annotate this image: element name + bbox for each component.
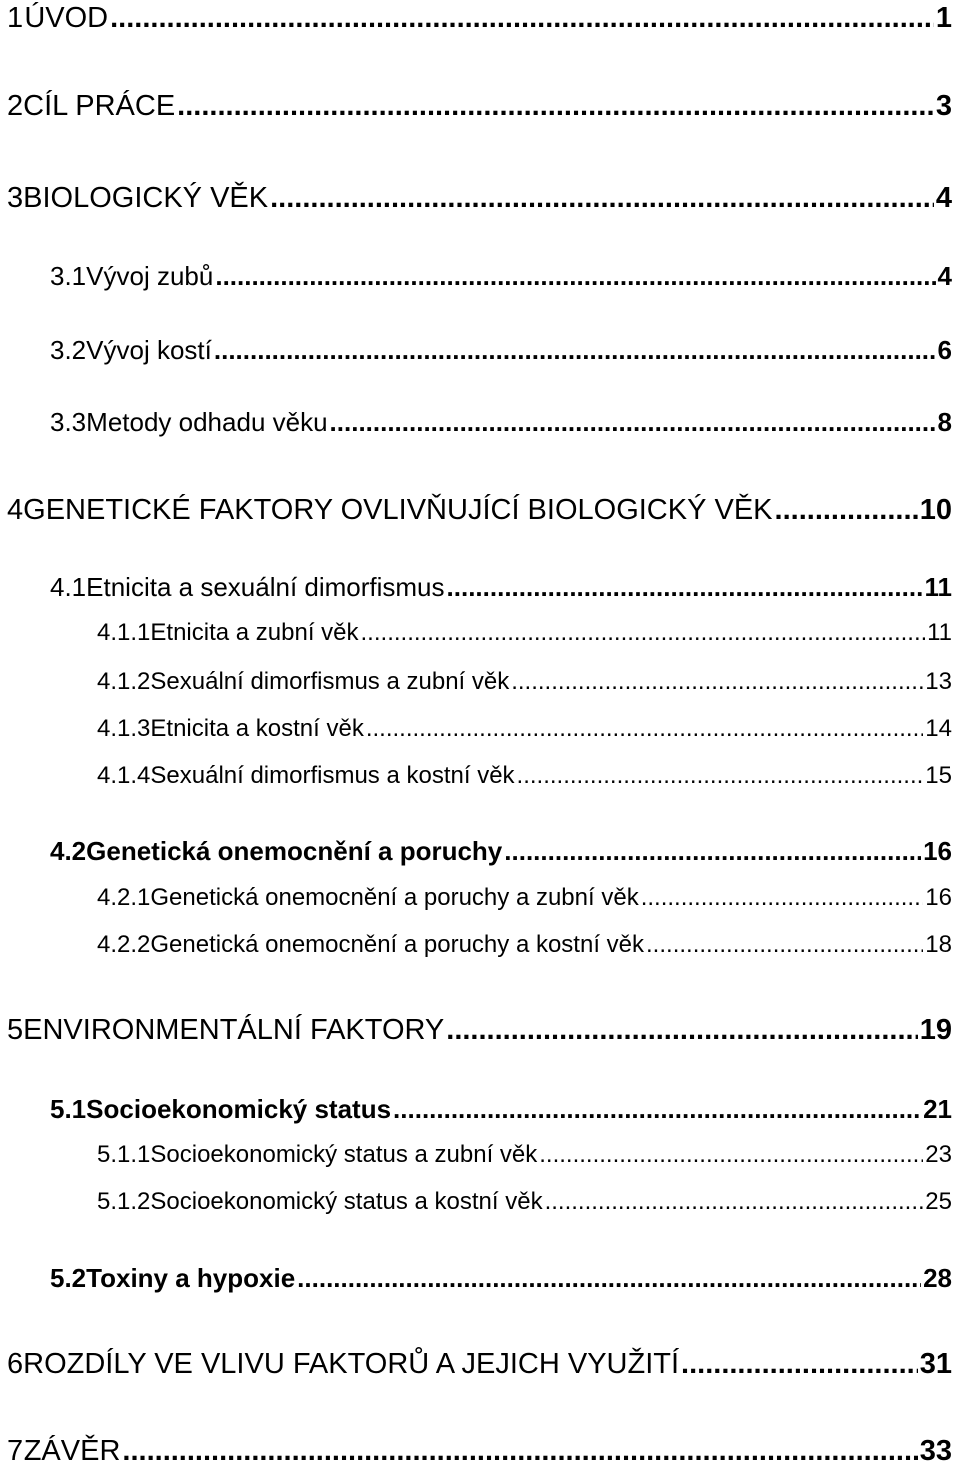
toc-number: 2 (7, 90, 24, 122)
toc-page: 16 (923, 836, 952, 866)
toc-title: ROZDÍLY VE VLIVU FAKTORŮ A JEJICH VYUŽITÍ (23, 1348, 680, 1380)
toc-number: 4.2 (50, 836, 87, 866)
toc-page: 33 (919, 1435, 952, 1467)
toc-title: Metody odhadu věku (86, 407, 328, 437)
toc-page: 4 (937, 261, 952, 291)
toc-page: 3 (935, 90, 952, 122)
toc-number: 5 (7, 1014, 24, 1046)
toc-leader (330, 409, 936, 435)
toc-leader (681, 1350, 918, 1379)
toc-entry-cil-prace[interactable] (7, 92, 952, 121)
toc-page: 19 (919, 1014, 952, 1046)
toc-page: 21 (923, 1094, 952, 1124)
toc-entry-onemocneni-zubni[interactable] (97, 886, 952, 910)
toc-title: Sexuální dimorfismus a kostní věk (150, 762, 515, 789)
toc-number: 3.3 (50, 407, 87, 437)
toc-page: 8 (937, 407, 952, 437)
toc-leader (545, 1190, 924, 1214)
toc-number: 3 (7, 182, 24, 214)
toc-title: Genetická onemocnění a poruchy a kostní věk (150, 931, 645, 958)
toc-leader (214, 337, 936, 363)
toc-title: BIOLOGICKÝ VĚK (23, 182, 269, 214)
toc-leader (447, 574, 923, 600)
toc-page: 18 (925, 931, 952, 958)
toc-page: 23 (925, 1141, 952, 1168)
toc-page: 11 (924, 572, 952, 602)
toc-entry-etnicita-dimorfismus[interactable] (50, 574, 952, 600)
toc-number: 1 (7, 2, 24, 34)
toc-leader (361, 621, 926, 645)
toc-title: Socioekonomický status (86, 1094, 392, 1124)
toc-number: 4.2.1 (97, 884, 151, 911)
toc-title: ZÁVĚR (23, 1435, 121, 1467)
toc-leader (641, 886, 924, 910)
toc-title: Etnicita a sexuální dimorfismus (86, 572, 445, 602)
toc-title: Genetická onemocnění a poruchy (86, 836, 503, 866)
toc-leader (177, 92, 934, 121)
toc-number: 5.2 (50, 1263, 87, 1293)
toc-entry-metody-odhadu[interactable] (50, 409, 952, 435)
toc-entry-zaver[interactable] (7, 1437, 952, 1466)
toc-leader (393, 1096, 921, 1122)
toc-title: ÚVOD (24, 2, 109, 34)
toc-page: 6 (937, 335, 952, 365)
toc-title: Socioekonomický status a zubní věk (150, 1141, 538, 1168)
toc-title: Vývoj kostí (86, 335, 212, 365)
toc-number: 4.1.4 (97, 762, 151, 789)
toc-entry-geneticka-onemocneni[interactable] (50, 838, 952, 864)
toc-leader (366, 717, 923, 741)
toc-number: 6 (7, 1348, 24, 1380)
toc-leader (775, 496, 918, 525)
toc-page: 13 (925, 668, 952, 695)
toc-entry-environmentalni-faktory[interactable] (7, 1016, 952, 1045)
toc-leader (446, 1016, 917, 1045)
toc-entry-onemocneni-kostni[interactable] (97, 933, 952, 957)
toc-entry-vyvoj-zubu[interactable] (50, 263, 952, 289)
toc-page: 10 (919, 494, 952, 526)
toc-leader (297, 1265, 921, 1291)
toc-title: Socioekonomický status a kostní věk (150, 1188, 543, 1215)
toc-page: 28 (923, 1263, 952, 1293)
toc-entry-geneticke-faktory[interactable] (7, 496, 952, 525)
toc-page: 16 (925, 884, 952, 911)
toc-leader (504, 838, 921, 864)
toc-entry-dimorfismus-zubni[interactable] (97, 670, 952, 694)
toc-title: GENETICKÉ FAKTORY OVLIVŇUJÍCÍ BIOLOGICKÝ VĚK (23, 494, 773, 526)
toc-title: CÍL PRÁCE (23, 90, 176, 122)
toc-title: Sexuální dimorfismus a zubní věk (150, 668, 510, 695)
toc-title: Etnicita a kostní věk (150, 715, 364, 742)
toc-entry-uvod[interactable] (7, 4, 952, 33)
toc-title: Vývoj zubů (86, 261, 214, 291)
toc-page: 14 (925, 715, 952, 742)
toc-entry-socio-zubni[interactable] (97, 1143, 952, 1167)
toc-page: 31 (919, 1348, 952, 1380)
toc-number: 4.1.1 (97, 619, 151, 646)
toc-leader (270, 184, 934, 213)
toc-title: Genetická onemocnění a poruchy a zubní věk (150, 884, 639, 911)
toc-number: 7 (7, 1435, 24, 1467)
toc-entry-toxiny-hypoxie[interactable] (50, 1265, 952, 1291)
toc-entry-rozdily[interactable] (7, 1350, 952, 1379)
toc-number: 3.2 (50, 335, 87, 365)
toc-entry-etnicita-kostni[interactable] (97, 717, 952, 741)
toc-leader (122, 1437, 917, 1466)
toc-entry-biologicky-vek[interactable] (7, 184, 952, 213)
toc-page: 15 (925, 762, 952, 789)
toc-entry-dimorfismus-kostni[interactable] (97, 764, 952, 788)
toc-entry-socio-kostni[interactable] (97, 1190, 952, 1214)
toc-page: 11 (927, 619, 952, 646)
toc-number: 5.1 (50, 1094, 87, 1124)
toc-leader (539, 1143, 923, 1167)
toc-number: 4.1.3 (97, 715, 151, 742)
toc-page: 25 (925, 1188, 952, 1215)
toc-number: 4.1.2 (97, 668, 151, 695)
toc-title: Toxiny a hypoxie (86, 1263, 296, 1293)
toc-title: ENVIRONMENTÁLNÍ FAKTORY (23, 1014, 445, 1046)
toc-number: 4 (7, 494, 24, 526)
toc-entry-vyvoj-kosti[interactable] (50, 337, 952, 363)
toc-number: 4.2.2 (97, 931, 151, 958)
toc-leader (511, 670, 923, 694)
toc-leader (215, 263, 935, 289)
toc-entry-etnicita-zubni[interactable] (97, 621, 952, 645)
toc-number: 4.1 (50, 572, 87, 602)
toc-leader (646, 933, 923, 957)
toc-number: 5.1.2 (97, 1188, 151, 1215)
toc-leader (517, 764, 924, 788)
toc-number: 3.1 (50, 261, 87, 291)
toc-leader (110, 4, 934, 33)
toc-number: 5.1.1 (97, 1141, 151, 1168)
toc-page: 1 (935, 2, 952, 34)
toc-entry-socioekonomicky-status[interactable] (50, 1096, 952, 1122)
toc-page: 4 (935, 182, 952, 214)
toc-title: Etnicita a zubní věk (150, 619, 359, 646)
